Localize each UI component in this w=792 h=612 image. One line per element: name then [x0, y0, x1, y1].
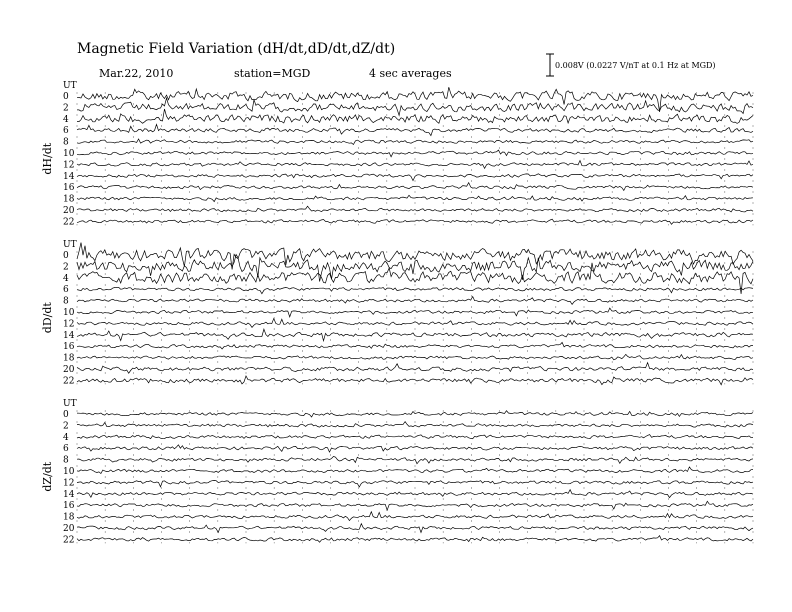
hour-label: 10: [63, 149, 75, 159]
trace-line: [77, 287, 753, 293]
trace-line: [77, 263, 753, 294]
trace-line: [77, 354, 753, 359]
hour-label: 14: [63, 489, 75, 500]
trace-line: [77, 467, 753, 474]
hour-label: 18: [63, 353, 75, 364]
hour-label: 8: [63, 455, 69, 466]
hour-label: 18: [63, 512, 75, 523]
panel-name-label: dD/dt: [41, 302, 54, 334]
hour-label: 12: [63, 160, 75, 171]
ut-label: UT: [63, 240, 77, 250]
hour-label: 0: [63, 92, 69, 102]
hour-label: 16: [63, 183, 75, 194]
hour-label: 14: [63, 330, 75, 341]
hour-label: 22: [63, 376, 75, 387]
trace-line: [77, 342, 753, 349]
trace-line: [77, 512, 753, 521]
panel-1: [41, 240, 753, 386]
trace-line: [77, 139, 753, 145]
trace-line: [77, 297, 753, 305]
hour-label: 16: [63, 501, 75, 512]
chart-title: Magnetic Field Variation (dH/dt,dD/dt,dZ/dt): [77, 41, 396, 57]
scale-note: 0.008V (0.0227 V/nT at 0.1 Hz at MGD): [555, 61, 716, 70]
panels-group: [41, 81, 753, 545]
hour-label: 20: [63, 524, 75, 534]
hour-label: 0: [63, 410, 69, 420]
hour-label: 4: [63, 273, 69, 284]
hour-label: 6: [63, 444, 69, 455]
hour-label: 20: [63, 206, 75, 216]
trace-line: [77, 195, 753, 201]
hour-label: 18: [63, 194, 75, 205]
ut-label: UT: [63, 399, 77, 409]
trace-line: [77, 319, 753, 328]
trace-line: [77, 183, 753, 191]
trace-line: [77, 219, 753, 224]
hour-label: 22: [63, 535, 75, 546]
trace-line: [77, 435, 753, 439]
trace-line: [77, 98, 753, 115]
ut-label: UT: [63, 81, 77, 91]
averaging-label: 4 sec averages: [369, 67, 452, 80]
hour-label: 4: [63, 432, 69, 443]
hour-label: 2: [63, 262, 69, 273]
trace-line: [77, 150, 753, 157]
scale-bar-icon: [546, 54, 554, 76]
hour-label: 0: [63, 251, 69, 261]
station-label: station=MGD: [234, 67, 311, 80]
trace-line: [77, 206, 753, 212]
trace-line: [77, 501, 753, 510]
trace-line: [77, 363, 753, 374]
trace-line: [77, 109, 753, 123]
panel-name-label: dH/dt: [41, 142, 54, 175]
hour-label: 12: [63, 478, 75, 489]
trace-line: [77, 490, 753, 498]
trace-line: [77, 161, 753, 169]
hour-label: 12: [63, 319, 75, 330]
hour-label: 4: [63, 114, 69, 125]
hour-label: 2: [63, 103, 69, 114]
trace-line: [77, 308, 753, 317]
date-label: Mar.22, 2010: [99, 67, 174, 80]
panel-2: [41, 399, 753, 545]
hour-label: 10: [63, 308, 75, 318]
trace-line: [77, 536, 753, 543]
hour-label: 20: [63, 365, 75, 375]
hour-label: 14: [63, 171, 75, 182]
trace-line: [77, 481, 753, 487]
hour-label: 6: [63, 126, 69, 137]
hour-label: 10: [63, 467, 75, 477]
hour-label: 8: [63, 296, 69, 307]
hour-label: 22: [63, 217, 75, 228]
panel-name-label: dZ/dt: [41, 461, 54, 492]
panel-0: [41, 81, 753, 227]
hour-label: 8: [63, 137, 69, 148]
trace-line: [77, 174, 753, 181]
hour-label: 6: [63, 285, 69, 296]
hour-label: 16: [63, 342, 75, 353]
trace-line: [77, 456, 753, 463]
hour-label: 2: [63, 421, 69, 432]
trace-line: [77, 445, 753, 452]
trace-line: [77, 243, 753, 270]
